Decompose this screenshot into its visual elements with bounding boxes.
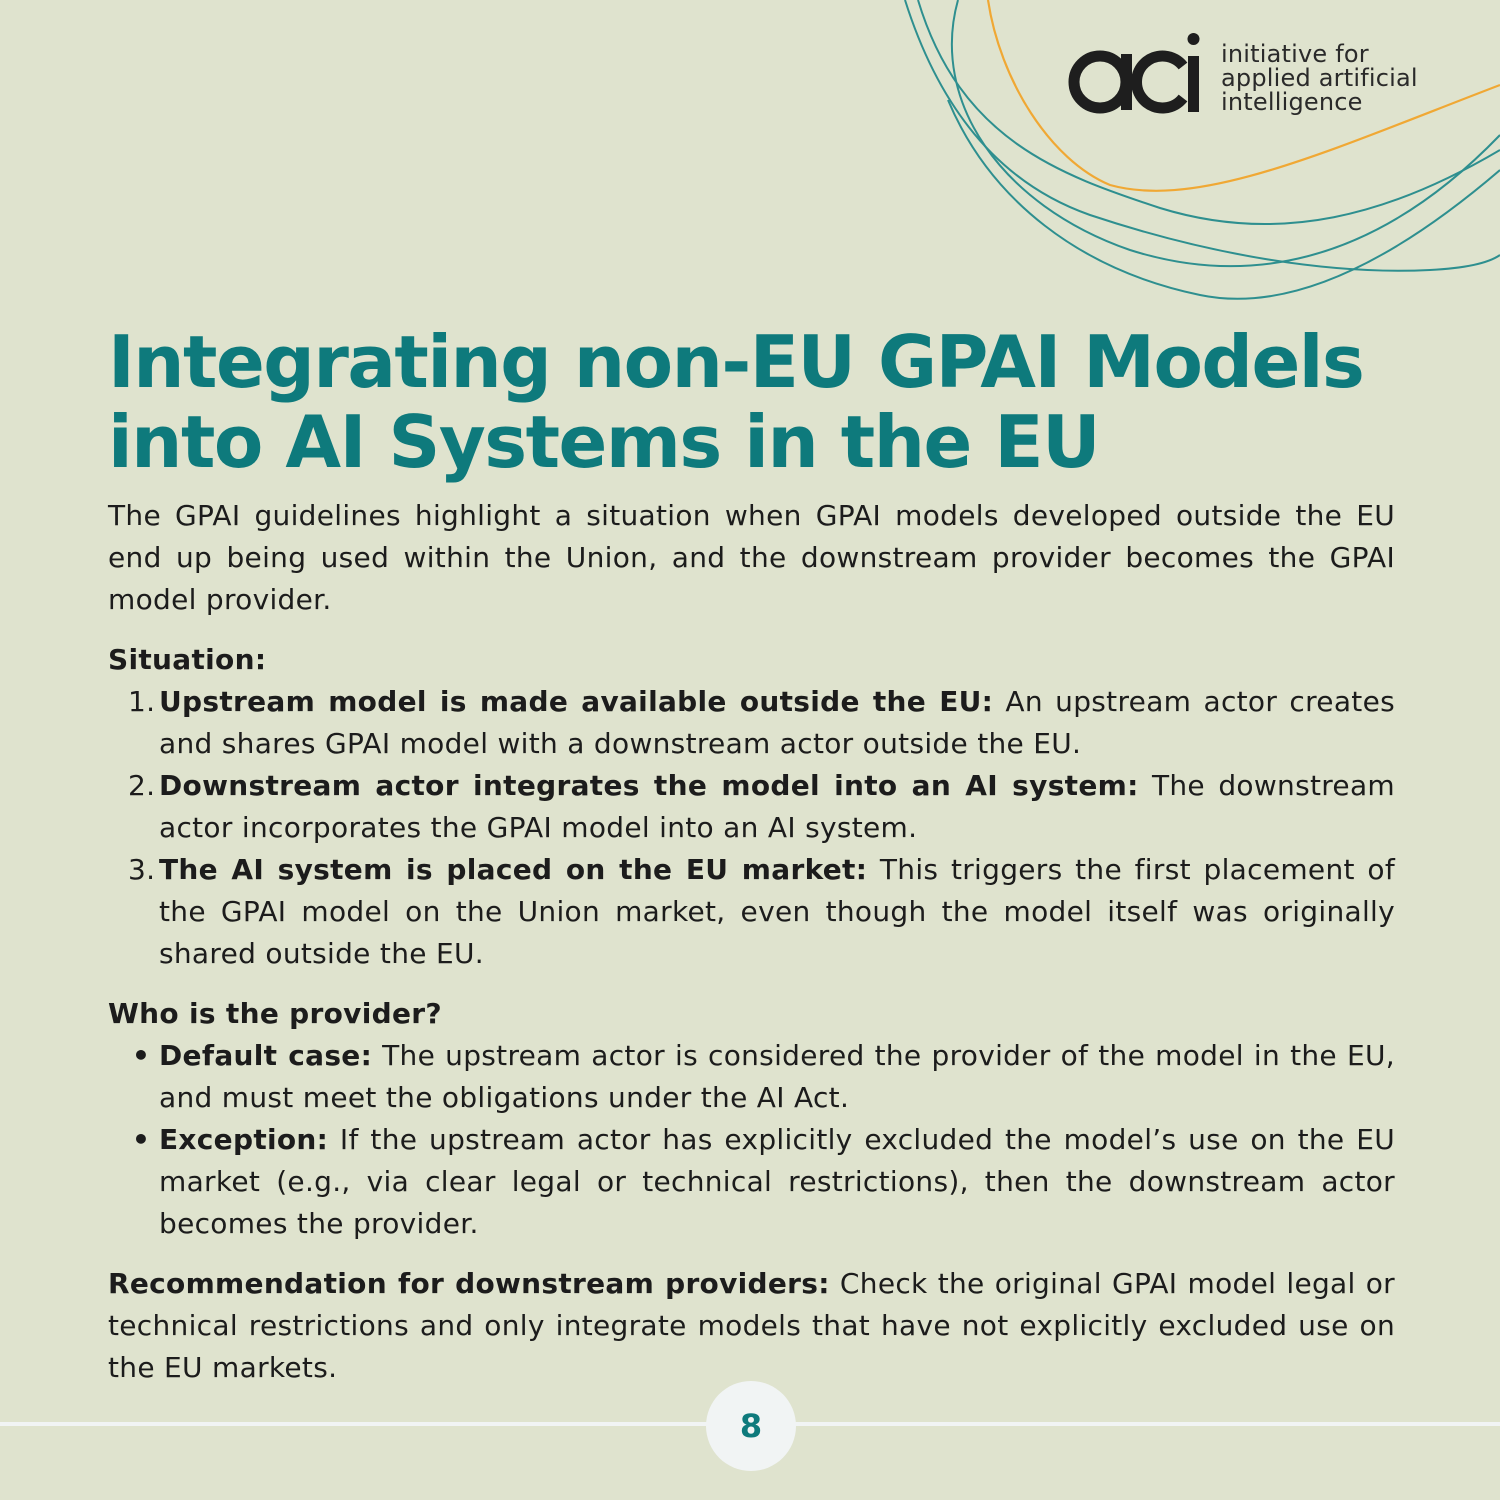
- bullet-icon: •: [132, 1123, 151, 1156]
- situation-list: [108, 681, 1395, 975]
- provider-heading: Who is the provider?: [108, 997, 442, 1030]
- list-number: 1.: [128, 685, 156, 718]
- list-item-text: The downstream actor incorporates the GPAI model into an AI system.: [159, 769, 1395, 844]
- aci-logo: [1066, 30, 1500, 130]
- page-number-badge: [706, 1381, 796, 1471]
- page-title-line: Integrating non-EU GPAI Models: [108, 320, 1364, 404]
- list-item-lead: Exception:: [159, 1123, 329, 1156]
- list-item: [108, 681, 1395, 765]
- list-item: [108, 765, 1395, 849]
- recommendation-text: Check the original GPAI model legal or technical restrictions and only integrate models that have not explicitly excluded use on the EU markets.: [108, 1267, 1395, 1384]
- list-item: [108, 849, 1395, 975]
- situation-heading: Situation:: [108, 643, 267, 676]
- bullet-icon: •: [132, 1039, 151, 1072]
- list-item-lead: Default case:: [159, 1039, 373, 1072]
- list-item-lead: Downstream actor integrates the model into an AI system:: [159, 769, 1139, 802]
- list-item: [108, 1035, 1395, 1119]
- recommendation-paragraph: [108, 1263, 1395, 1389]
- list-number: 3.: [128, 853, 156, 886]
- list-item-text: The upstream actor is considered the provider of the model in the EU, and must meet the obligations under the AI Act.: [159, 1039, 1395, 1114]
- logo-tagline: [1221, 42, 1418, 114]
- list-item-text: This triggers the first placement of the GPAI model on the Union market, even though the model itself was originally shared outside the EU.: [159, 853, 1396, 970]
- list-item-lead: The AI system is placed on the EU market:: [159, 853, 868, 886]
- logo-tagline-line: intelligence: [1221, 88, 1363, 116]
- list-item-text: If the upstream actor has explicitly excluded the model’s use on the EU market (e.g., via clear legal or technical restrictions), then the downstream actor becomes the provider.: [159, 1123, 1395, 1240]
- page-title: [108, 322, 1408, 482]
- logo-tagline-line: initiative for: [1221, 40, 1369, 68]
- main-content: [108, 495, 1395, 1389]
- list-item: [108, 1119, 1395, 1245]
- aci-logo-mark: [1066, 30, 1206, 120]
- recommendation-lead: Recommendation for downstream providers:: [108, 1267, 830, 1300]
- list-item-text: An upstream actor creates and shares GPAI model with a downstream actor outside the EU.: [159, 685, 1395, 760]
- list-number: 2.: [128, 769, 156, 802]
- intro-paragraph: The GPAI guidelines highlight a situation when GPAI models developed outside the EU end up being used within the Union, and the downstream provider becomes the GPAI model provider.: [108, 499, 1395, 616]
- list-item-lead: Upstream model is made available outside the EU:: [159, 685, 994, 718]
- provider-list: [108, 1035, 1395, 1245]
- page-title-line: into AI Systems in the EU: [108, 400, 1100, 484]
- page-number: 8: [739, 1407, 763, 1445]
- logo-tagline-line: applied artificial: [1221, 64, 1418, 92]
